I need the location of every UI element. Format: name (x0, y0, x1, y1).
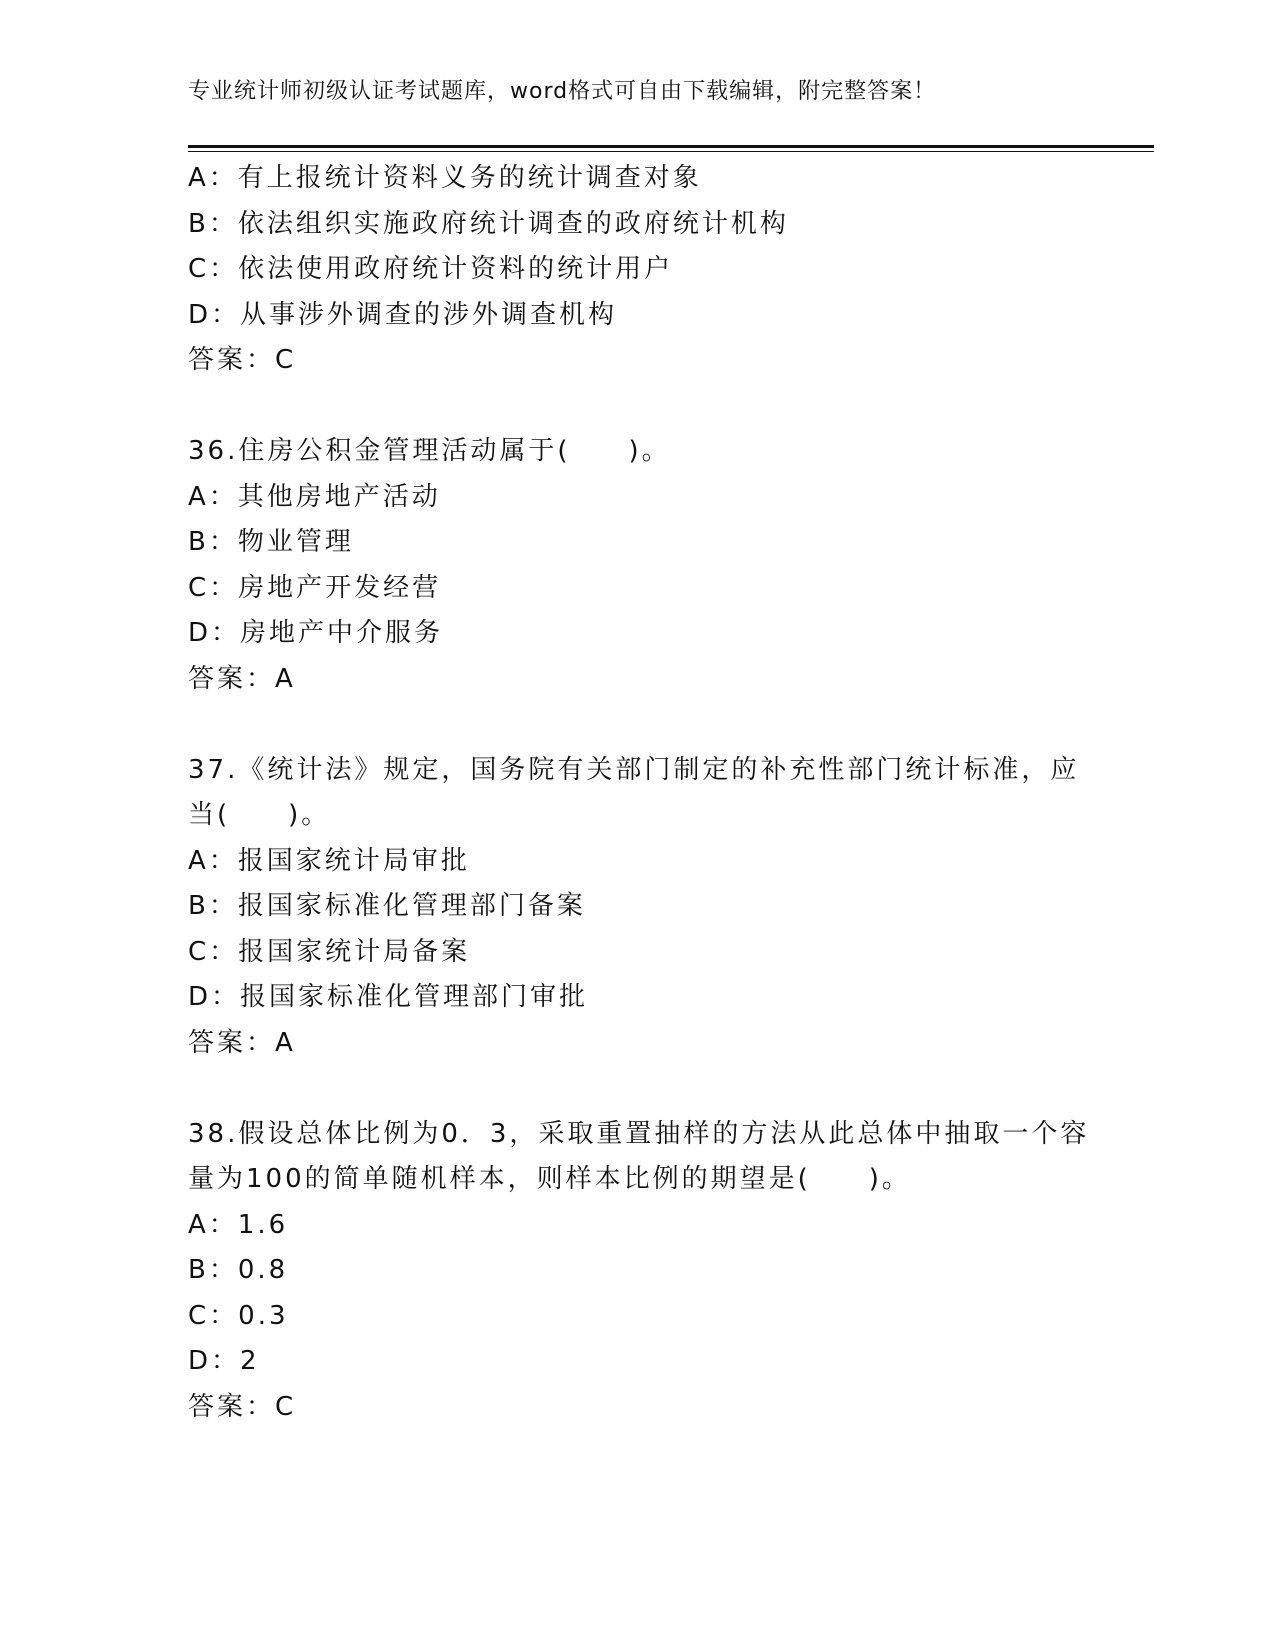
question-38 (188, 1112, 1088, 1431)
option-d: D：报国家标准化管理部门审批 (188, 982, 589, 1012)
option-a: A：报国家统计局审批 (188, 845, 470, 876)
spacer (188, 1066, 1088, 1112)
answer: 答案：A (188, 663, 296, 694)
option-c: C：0.3 (188, 1300, 289, 1331)
question-stem: 37.《统计法》规定，国务院有关部门制定的补充性部门统计标准，应 (188, 754, 1080, 785)
option-b: B：物业管理 (188, 527, 354, 557)
option-d: D：房地产中介服务 (188, 618, 444, 648)
question-stem-continued: 量为100的简单随机样本，则样本比例的期望是( )。 (188, 1164, 911, 1194)
option-d: D：2 (188, 1346, 260, 1376)
question-36 (188, 429, 1088, 702)
option-a: A：其他房地产活动 (188, 481, 441, 512)
header-rule-thick (188, 145, 1154, 148)
spacer (188, 702, 1088, 748)
option-c: C：依法使用政府统计资料的统计用户 (188, 254, 674, 284)
option-b: B：报国家标准化管理部门备案 (188, 891, 586, 921)
answer: 答案：C (188, 1391, 297, 1422)
option-a: A：有上报统计资料义务的统计调查对象 (188, 163, 702, 193)
answer: 答案：C (188, 345, 297, 375)
option-a: A：1.6 (188, 1209, 289, 1240)
option-b: B：0.8 (188, 1255, 289, 1285)
spacer (188, 384, 1088, 430)
question-stem: 36.住房公积金管理活动属于( )。 (188, 436, 671, 466)
option-c: C：房地产开发经营 (188, 572, 442, 603)
page-header: 专业统计师初级认证考试题库，word格式可自由下载编辑，附完整答案！ (188, 79, 937, 104)
header-rule-thin (188, 151, 1154, 152)
question-stem-continued: 当( )。 (188, 800, 331, 830)
question-content (188, 156, 1088, 1430)
option-d: D：从事涉外调查的涉外调查机构 (188, 299, 618, 330)
option-b: B：依法组织实施政府统计调查的政府统计机构 (188, 208, 789, 239)
question-37 (188, 748, 1088, 1067)
continued-question (188, 156, 1088, 384)
answer: 答案：A (188, 1027, 296, 1058)
question-stem: 38.假设总体比例为0．3，采取重置抽样的方法从此总体中抽取一个容 (188, 1118, 1090, 1149)
option-c: C：报国家统计局备案 (188, 936, 471, 967)
